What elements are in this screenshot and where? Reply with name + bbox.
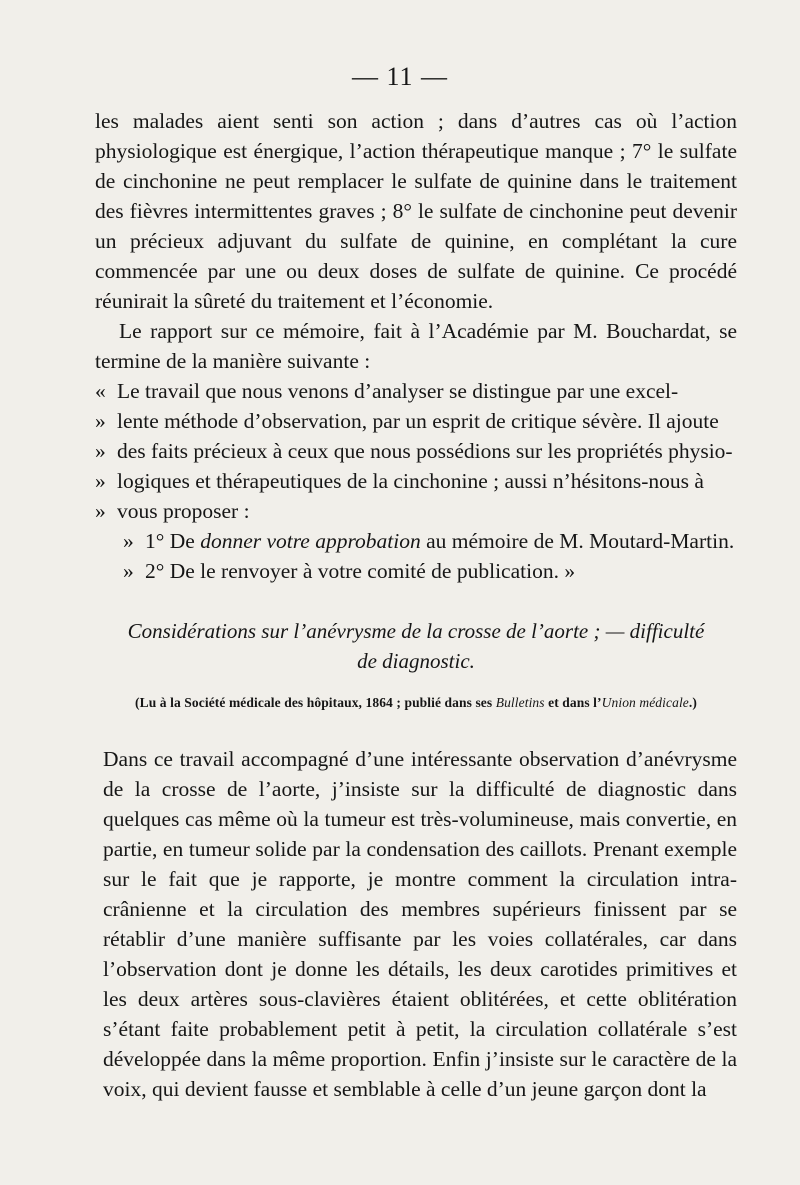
quote-line-text: lente méthode d’observation, par un esprit de critique sévère. Il ajoute [117, 409, 719, 433]
guillemet: » [95, 469, 106, 493]
paragraph-aneurysm: Dans ce travail accompagné d’une intéressante observation d’anévrysme de la crosse de l’aorte, j’insiste sur la difficulté de diagnostic dans quelques cas même où la tumeur est très-volumineuse, mais convertie, en partie, en tumeur solide par la condensation des caillots. Prenant exemple sur le fait que je rapporte, je montre comment la circulation intra-crânienne et la circulation des membres supérieurs finissent par se rétablir d’une manière suffisante par les voies collatérales, car dans l’observation dont je donne les détails, les deux carotides primitives et les deux artères sous-clavières étaient oblitérées, et cette oblitération s’étant faite probablement petit à petit, la circulation collatérale s’est développée dans la même proportion. Enfin j’insiste sur le caractère de la voix, qui devient fausse et semblable à celle d’un jeune garçon dont la [103, 747, 737, 1101]
quote-line [95, 406, 737, 436]
guillemet: » [95, 409, 106, 433]
quote-line-text: Le travail que nous venons d’analyser se distingue par une excel- [117, 379, 679, 403]
quote-item-text: 2° De le renvoyer à votre comité de publication. » [145, 559, 576, 583]
quote-line-text: vous proposer : [117, 499, 250, 523]
quote-line-text: logiques et thérapeutiques de la cinchonine ; aussi n’hésitons-nous à [117, 469, 704, 493]
publication-note [95, 695, 737, 711]
section-title-line: de diagnostic. [357, 649, 475, 673]
quote-line-text: des faits précieux à ceux que nous possédions sur les propriétés physio- [117, 439, 733, 463]
item-number: 1° [145, 529, 165, 553]
text-block-bottom [103, 744, 737, 1104]
quote-line [95, 436, 737, 466]
note-journal: Union médicale [601, 695, 689, 710]
quote-item-1 [95, 526, 737, 556]
guillemet: » [123, 529, 134, 553]
quote-line [95, 466, 737, 496]
quote-item-text: au mémoire de M. Moutard-Martin. [426, 529, 735, 553]
guillemet: » [95, 499, 106, 523]
section-title [95, 616, 737, 676]
note-journal: Bulletins [495, 695, 545, 710]
quote-item-2 [95, 556, 737, 586]
note-text: .) [688, 695, 697, 710]
text-block-top [95, 106, 737, 586]
note-text: (Lu à la Société médicale des hôpitaux, 1864 ; publié dans ses [135, 695, 493, 710]
quote-line [95, 376, 737, 406]
page-number: — 11 — [351, 62, 449, 91]
quote-item-emphasis: donner votre approbation [200, 529, 421, 553]
paragraph-report-intro: Le rapport sur ce mémoire, fait à l’Académie par M. Bouchardat, se termine de la manière suivante : [95, 319, 737, 373]
guillemet: » [123, 559, 134, 583]
section-title-line: Considérations sur l’anévrysme de la crosse de l’aorte ; — difficulté [127, 619, 705, 643]
paragraph-results: les malades aient senti son action ; dans d’autres cas où l’action physiologique est énergique, l’action thérapeutique manque ; 7° le sulfate de cinchonine ne peut remplacer le sulfate de quinine dans le traitement des fièvres intermittentes graves ; 8° le sulfate de cinchonine peut devenir un précieux adjuvant du sulfate de quinine, en complétant la cure commencée par une ou deux doses de sulfate de quinine. Ce procédé réunirait la sûreté du traitement et l’économie. [95, 109, 737, 313]
quote-item-text: De [169, 529, 195, 553]
guillemet: « [95, 379, 106, 403]
guillemet: » [95, 439, 106, 463]
quote-line [95, 496, 737, 526]
note-text: et dans l’ [548, 695, 602, 710]
